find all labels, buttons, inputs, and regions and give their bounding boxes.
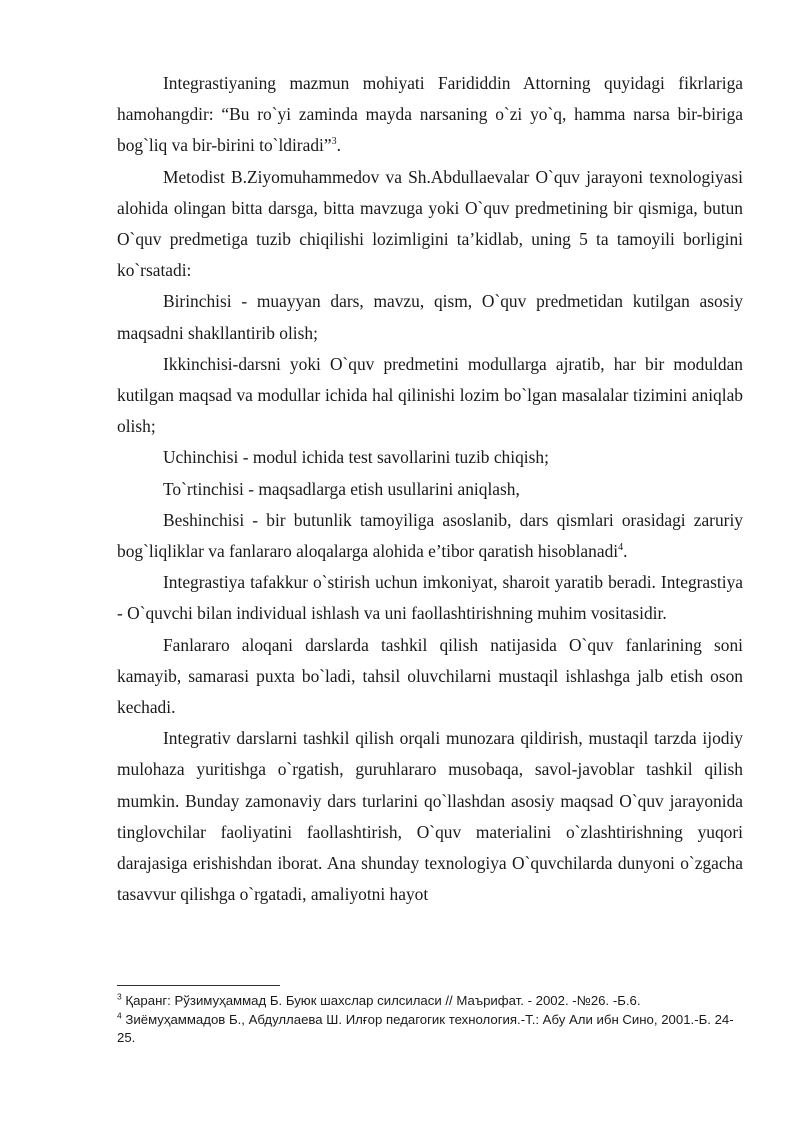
footnote-ref[interactable]: 3 — [331, 136, 337, 148]
footnote-ref[interactable]: 4 — [618, 542, 624, 554]
paragraph: Integrastiya tafakkur o`stirish uchun imkoniyat, sharoit yaratib beradi. Integrastiya - O`quvchi bilan individual ishlash va uni faollashtirishning muhim vositasidir. — [117, 572, 743, 624]
paragraph: Beshinchisi - bir butunlik tamoyiliga asoslanib, dars qismlari orasidagi zaruriy bog`liqliklar va fanlararo aloqalarga alohida e’tibor qaratish hisoblanadi$^4$. — [117, 509, 743, 562]
footnote — [117, 1011, 743, 1048]
footnote-number: 4 — [117, 1010, 122, 1021]
paragraph: Birinchisi - muayyan dars, mavzu, qism, O`quv predmetidan kutilgan asosiy maqsadni shakllantirib olish; — [117, 291, 743, 343]
body-text — [117, 68, 743, 910]
footnote-divider — [117, 985, 280, 986]
paragraph: Uchinchisi - modul ichida test savollarini tuzib chiqish; — [163, 447, 549, 468]
paragraph: To`rtinchisi - maqsadlarga etish usullarini aniqlash, — [163, 478, 520, 499]
paragraph: Ikkinchisi-darsni yoki O`quv predmetini modullarga ajratib, har bir moduldan kutilgan maqsad va modullar ichida hal qilinishi lozim bo`lgan masalalar tizimini aniqlab olish; — [117, 353, 743, 437]
paragraph: Integrastiyaning mazmun mohiyati Farididdin Attorning quyidagi fikrlariga hamohangdir: “Bu ro`yi zaminda mayda narsaning o`zi yo`q, hamma narsa bir-biriga bog`liq va bir-birini to`ldiradi”$^3$. — [117, 73, 743, 156]
paragraph: Metodist B.Ziyomuhammedov va Sh.Abdullaevalar O`quv jarayoni texnologiyasi alohida olingan bitta darsga, bitta mavzuga yoki O`quv predmetining bir qismiga, butun O`quv predmetiga tuzib chiqilishi lozimligini ta’kidlab, uning 5 ta tamoyili borligini ko`rsatadi: — [117, 166, 743, 281]
paragraph: Integrativ darslarni tashkil qilish orqali munozara qildirish, mustaqil tarzda ijodiy mulohaza yuritishga o`rgatish, guruhlararo musobaqa, savol-javoblar tashkil qilish mumkin. Bunday zamonaviy dars turlarini qo`llashdan asosiy maqsad O`quv jarayonida tinglovchilar faoliyatini faollashtirish, O`quv materialini o`zlashtirishning yuqori darajasiga erishishdan iborat. Ana shunday texnologiya O`quvchilarda dunyoni o`zgacha tasavvur qilishga o`rgatadi, amaliyotni hayot — [117, 728, 743, 905]
footnote-text: Зиёмуҳаммадов Б., Абдуллаева Ш. Илғор педагогик технология.-Т.: Абу Али ибн Сино, 2001.-Б. 24-25. — [117, 1011, 734, 1045]
footnotes — [117, 992, 743, 1048]
paragraph: Fanlararo aloqani darslarda tashkil qilish natijasida O`quv fanlarining soni kamayib, samarasi puxta bo`ladi, tahsil oluvchilarni mustaqil ishlashga jalb etish oson kechadi. — [117, 634, 743, 718]
footnote-number: 3 — [117, 991, 122, 1002]
footnote — [117, 992, 743, 1011]
footnote-text: Қаранг: Рўзимуҳаммад Б. Буюк шахслар силсиласи // Маърифат. - 2002. -№26. -Б.6. — [121, 993, 641, 1008]
